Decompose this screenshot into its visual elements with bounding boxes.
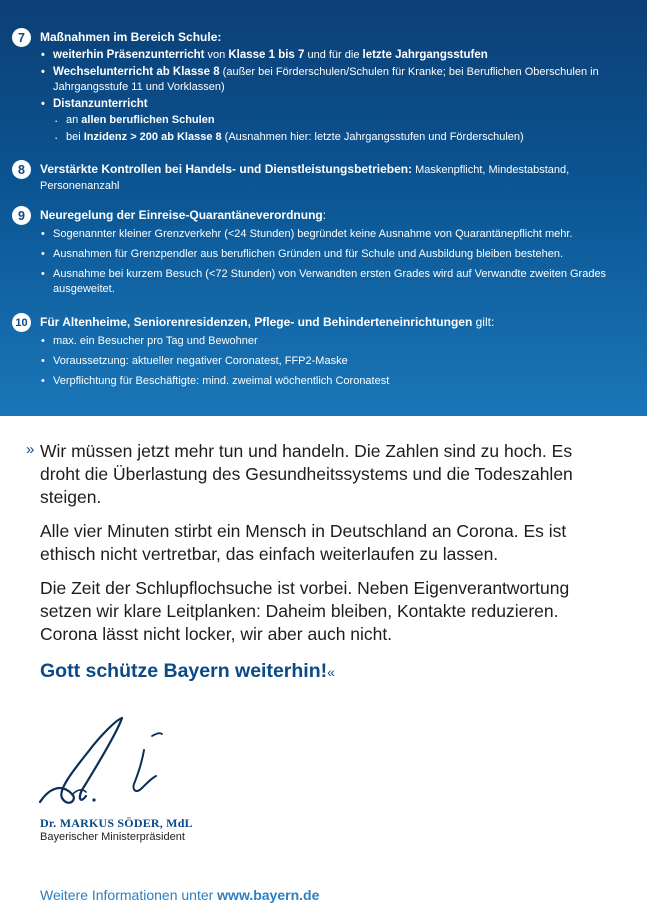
list-item: • Verpflichtung für Beschäftigte: mind. zweimal wöchentlich Coronatest — [40, 374, 637, 389]
list-item: • Wechselunterricht ab Klasse 8 (außer bei Förderschulen/Schulen für Kranke; bei Beruflichen Oberschulen in Jahrgangsstufe 11 und Vorklassen) — [40, 65, 637, 95]
list-item: • Ausnahmen für Grenzpendler aus beruflichen Gründen und für Schule und Ausbildung bleiben bestehen. — [40, 247, 637, 262]
footer-info: Weitere Informationen unter www.bayern.de — [40, 887, 320, 903]
sub-list — [53, 113, 637, 145]
list-item: • Ausnahme bei kurzem Besuch (<72 Stunden) von Verwandten ersten Grades wird auf Verwandte zweiten Grades ausgeweitet. — [40, 267, 637, 297]
section-title: Für Altenheime, Seniorenresidenzen, Pflege- und Behinderteneinrichtungen gilt: — [40, 315, 495, 329]
section-title: Maßnahmen im Bereich Schule: — [40, 30, 222, 44]
closing-line: Gott schütze Bayern weiterhin!« — [40, 660, 335, 682]
quote-paragraph: Wir müssen jetzt mehr tun und handeln. Die Zahlen sind zu hoch. Es droht die Überlastung des Gesundheitssystems und die Todeszahlen steigen. — [40, 441, 573, 507]
section-title: Verstärkte Kontrollen bei Handels- und Dienstleistungsbetrieben: Maskenpflicht, Mindestabstand, Personenanzahl — [40, 162, 570, 192]
quote-open-mark: » — [26, 441, 35, 458]
signatory-name: Dr. MARKUS SÖDER, MdL — [40, 816, 193, 830]
list-item: • Distanzunterricht · an allen beruflichen Schulen · bei Inzidenz > 200 ab Klasse 8 (Ausnahmen hier: letzte Jahrgangsstufen und Förderschulen) — [40, 97, 637, 145]
quarantine-list — [40, 227, 637, 302]
sub-list-item: · bei Inzidenz > 200 ab Klasse 8 (Ausnahmen hier: letzte Jahrgangsstufen und Förderschulen) — [53, 130, 637, 145]
quote-paragraph: Alle vier Minuten stirbt ein Mensch in Deutschland an Corona. Es ist ethisch nicht vertretbar, das einfach weiterlaufen zu lassen. — [40, 521, 567, 564]
school-list — [40, 48, 637, 147]
number-badge: 9 — [12, 206, 31, 225]
number-badge: 7 — [12, 28, 31, 47]
website-link[interactable]: www.bayern.de — [217, 887, 320, 903]
number-badge: 8 — [12, 160, 31, 179]
quote-block — [26, 440, 615, 657]
care-home-list — [40, 334, 637, 394]
list-item: • max. ein Besucher pro Tag und Bewohner — [40, 334, 637, 349]
list-item: • weiterhin Präsenzunterricht von Klasse 1 bis 7 und für die letzte Jahrgangsstufen — [40, 48, 637, 63]
quote-close-mark: « — [327, 664, 335, 680]
signatory-role: Bayerischer Ministerpräsident — [40, 831, 185, 843]
list-item: • Voraussetzung: aktueller negativer Coronatest, FFP2-Maske — [40, 354, 637, 369]
quote-paragraph: Die Zeit der Schlupflochsuche ist vorbei. Neben Eigenverantwortung setzen wir klare Leitplanken: Daheim bleiben, Kontakte reduzieren. Corona lässt nicht locker, wir aber auch nicht. — [40, 578, 570, 644]
section-title: Neuregelung der Einreise-Quarantäneverordnung: — [40, 208, 327, 222]
handwritten-signature — [38, 712, 168, 812]
list-item: • Sogenannter kleiner Grenzverkehr (<24 Stunden) begründet keine Ausnahme von Quarantänepflicht mehr. — [40, 227, 637, 242]
measures-panel — [0, 0, 647, 416]
sub-list-item: · an allen beruflichen Schulen — [53, 113, 637, 128]
number-badge: 10 — [12, 313, 31, 332]
